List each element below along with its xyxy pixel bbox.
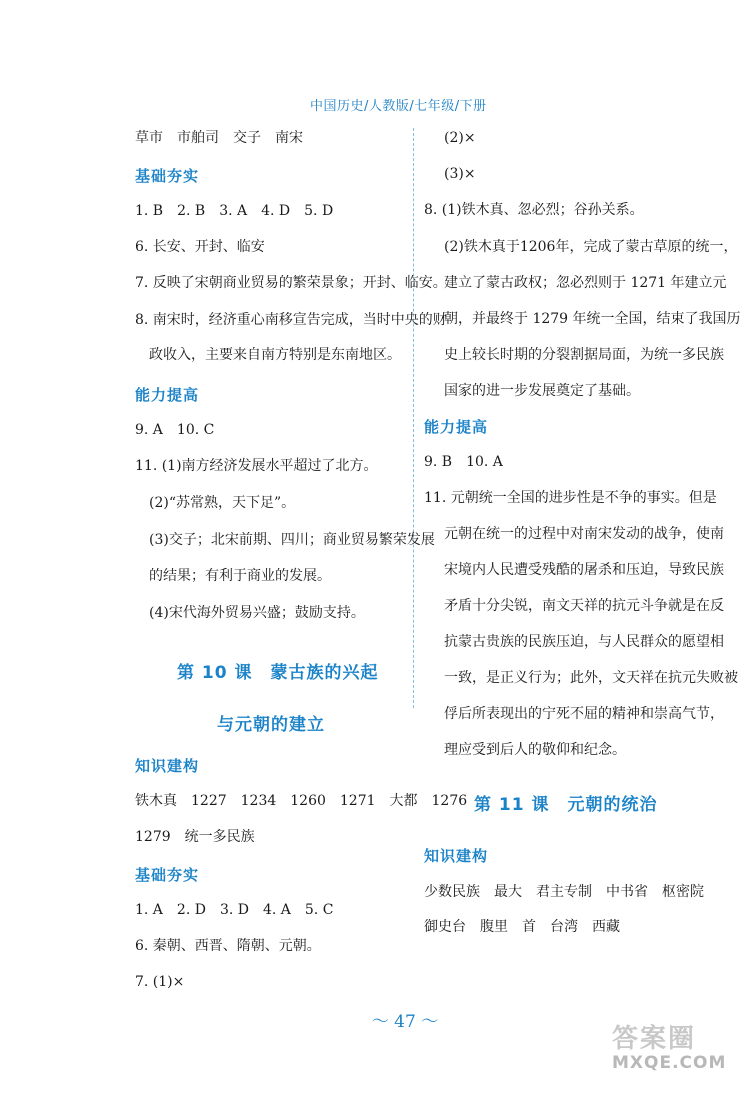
- answer-line: 11. (1)南方经济发展水平超过了北方。: [135, 458, 378, 474]
- answer-line: 8. 南宋时，经济重心南移宣告完成，当时中央的财: [135, 312, 447, 328]
- answer-line: 建立了蒙古政权；忽必烈则于 1271 年建立元: [444, 275, 727, 291]
- answer-line: 9. A 10. C: [135, 422, 215, 438]
- section-heading-basic: 基础夯实: [135, 167, 200, 185]
- answer-line: (3)×: [444, 166, 476, 182]
- text-line: 草市 市舶司 交子 南宋: [135, 130, 303, 146]
- section-heading-knowledge: 知识建构: [424, 847, 489, 865]
- answer-line: 史上较长时期的分裂割据局面，为统一多民族: [444, 347, 724, 363]
- answer-line: 朝，并最终于 1279 年统一全国，结束了我国历: [444, 311, 741, 327]
- answer-line: 7. (1)×: [135, 974, 185, 990]
- answer-line: 8. (1)铁木真、忽必烈；谷孙关系。: [424, 202, 644, 218]
- answer-line: 俘后所表现出的宁死不屈的精神和崇高气节，: [444, 706, 724, 722]
- answer-line: 6. 秦朝、西晋、隋朝、元朝。: [135, 938, 321, 954]
- answer-line: 抗蒙古贵族的民族压迫，与人民群众的愿望相: [444, 634, 724, 650]
- answer-line: 御史台 腹里 首 台湾 西藏: [424, 919, 620, 935]
- section-heading-ability: 能力提高: [135, 386, 200, 404]
- answer-line: 理应受到后人的敬仰和纪念。: [444, 742, 626, 758]
- answer-line: (4)宋代海外贸易兴盛；鼓励支持。: [149, 605, 365, 621]
- answer-line: (2)铁木真于1206年，完成了蒙古草原的统一，: [444, 239, 738, 255]
- answer-line: 1. A 2. D 3. D 4. A 5. C: [135, 902, 334, 918]
- answer-line: 矛盾十分尖锐，南文天祥的抗元斗争就是在反: [444, 598, 724, 614]
- lesson-title-10-line2: 与元朝的建立: [217, 715, 325, 735]
- answer-line: (3)交子；北宋前期、四川；商业贸易繁荣发展: [149, 532, 435, 548]
- watermark-url: MXQE.COM: [612, 1053, 727, 1073]
- answer-line: 宋境内人民遭受残酷的屠杀和压迫，导致民族: [444, 562, 724, 578]
- page-number: ～ 47 ～: [371, 1012, 439, 1032]
- watermark-text: 答案圈: [612, 1024, 697, 1054]
- answer-line: (2)×: [444, 130, 476, 146]
- lesson-title-11: 第 11 课 元朝的统治: [474, 795, 658, 815]
- answer-line: 一致，是正义行为；此外，文天祥在抗元失败被: [444, 670, 738, 686]
- watermark-logo: [612, 1018, 726, 1073]
- answer-line: 的结果；有利于商业的发展。: [149, 568, 331, 584]
- answer-line: 少数民族 最大 君主专制 中书省 枢密院: [424, 884, 704, 900]
- answer-line: 国家的进一步发展奠定了基础。: [444, 383, 640, 399]
- answer-line: 1. B 2. B 3. A 4. D 5. D: [135, 203, 334, 219]
- answer-line: 铁木真 1227 1234 1260 1271 大都 1276: [135, 793, 468, 809]
- column-divider: [413, 128, 414, 708]
- answer-line: 元朝在统一的过程中对南宋发动的战争，使南: [444, 526, 724, 542]
- answer-line: 9. B 10. A: [424, 454, 503, 470]
- section-heading-knowledge: 知识建构: [135, 757, 200, 775]
- section-heading-basic-2: 基础夯实: [135, 866, 200, 884]
- answer-line: 6. 长安、开封、临安: [135, 239, 265, 255]
- running-header: 中国历史/人教版/七年级/下册: [310, 99, 487, 114]
- answer-line: (2)“苏常熟，天下足”。: [149, 495, 296, 511]
- answer-line: 1279 统一多民族: [135, 829, 255, 845]
- section-heading-ability: 能力提高: [424, 418, 489, 436]
- answer-line: 11. 元朝统一全国的进步性是不争的事实。但是: [424, 490, 717, 506]
- answer-line: 政收入，主要来自南方特别是东南地区。: [149, 347, 401, 363]
- lesson-title-10-line1: 第 10 课 蒙古族的兴起: [177, 663, 379, 683]
- answer-line: 7. 反映了宋朝商业贸易的繁荣景象；开封、临安。: [135, 275, 447, 291]
